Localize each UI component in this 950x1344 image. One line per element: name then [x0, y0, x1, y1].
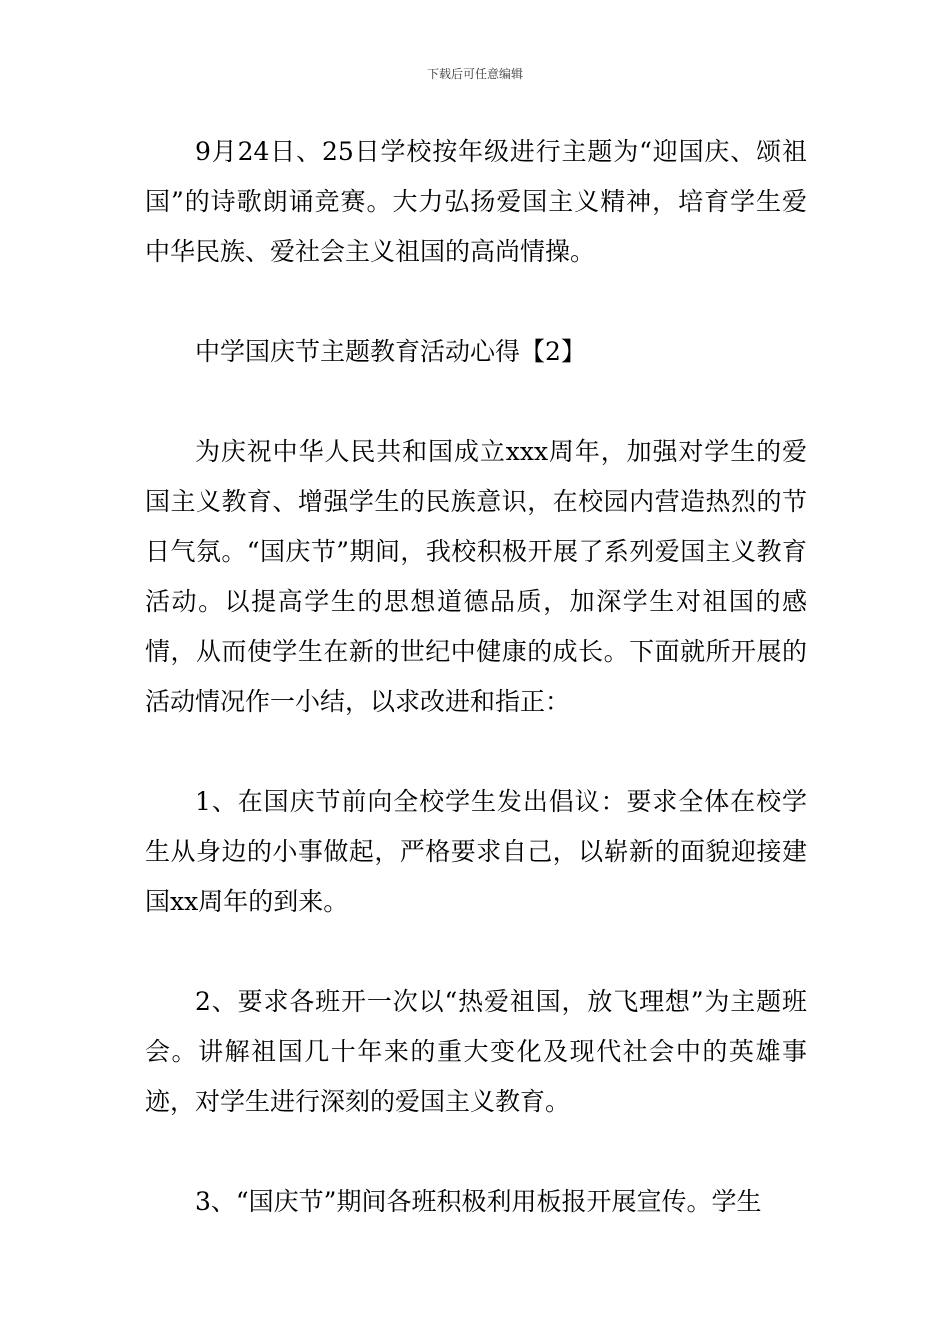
paragraph-spacer [145, 1127, 807, 1177]
paragraph-spacer [145, 277, 807, 327]
paragraph-item-2: 2、要求各班开一次以“热爱祖国，放飞理想”为主题班会。讲解祖国几十年来的重大变化及现代社会中的英雄事迹，对学生进行深刻的爱国主义教育。 [145, 987, 807, 1116]
paragraph-poetry-contest: 9月24日、25日学校按年级进行主题为“迎国庆、颂祖国”的诗歌朗诵竞赛。大力弘扬爱国主义精神，培育学生爱中华民族、爱社会主义祖国的高尚情操。 [145, 137, 807, 266]
paragraph-intro: 为庆祝中华人民共和国成立xxx周年，加强对学生的爱国主义教育、增强学生的民族意识，在校园内营造热烈的节日气氛。“国庆节”期间，我校积极开展了系列爱国主义教育活动。以提高学生的思想道德品质，加深学生对祖国的感情，从而使学生在新的世纪中健康的成长。下面就所开展的活动情况作一小结，以求改进和指正： [145, 437, 807, 716]
paragraph-spacer [145, 927, 807, 977]
paragraph-spacer [145, 727, 807, 777]
page-header-note: 下载后可任意编辑 [426, 67, 523, 81]
document-body [145, 127, 807, 1227]
paragraph-item-1: 1、在国庆节前向全校学生发出倡议：要求全体在校学生从身边的小事做起，严格要求自己，以崭新的面貌迎接建国xx周年的到来。 [145, 787, 807, 916]
paragraph-spacer [145, 377, 807, 427]
paragraph-item-3: 3、“国庆节”期间各班积极利用板报开展宣传。学生 [195, 1187, 762, 1216]
section-heading: 中学国庆节主题教育活动心得【2】 [195, 337, 586, 366]
